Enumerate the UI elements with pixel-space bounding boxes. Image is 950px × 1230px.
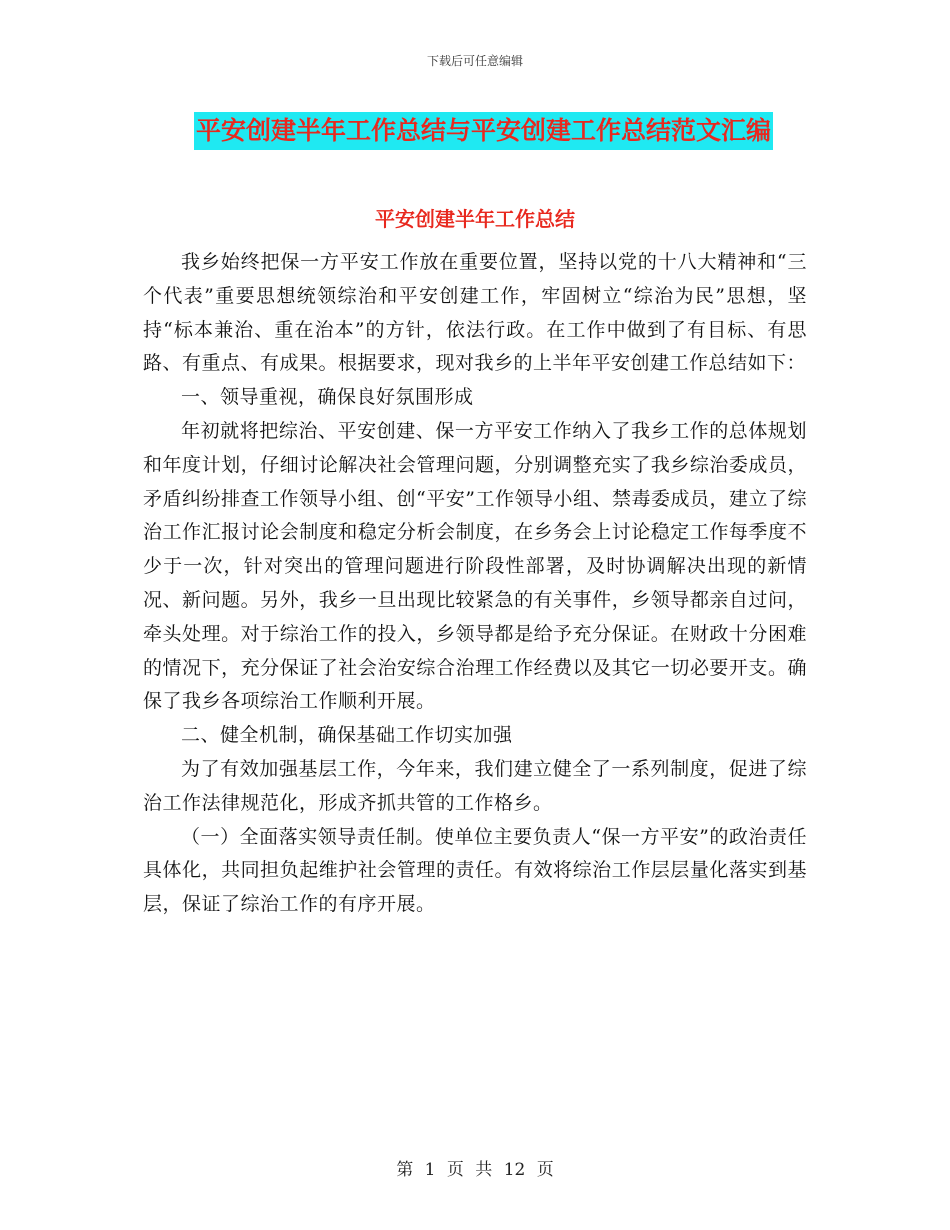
document-sub-title: 平安创建半年工作总结 [375,207,575,231]
paragraph: （一）全面落实领导责任制。使单位主要负责人“保一方平安”的政治责任具体化，共同担负起维护社会管理的责任。有效将综治工作层层量化落实到基层，保证了综治工作的有序开展。 [143,825,807,916]
section-heading: 一、领导重视，确保良好氛围形成 [181,386,474,409]
header-note: 下载后可任意编辑 [426,54,523,68]
document-body [143,246,807,922]
paragraph: 我乡始终把保一方平安工作放在重要位置，坚持以党的十八大精神和“三个代表”重要思想统领综治和平安创建工作，牢固树立“综治为民”思想，坚持“标本兼治、重在治本”的方针，依法行政。在工作中做到了有目标、有思路、有重点、有成果。根据要求，现对我乡的上半年平安创建工作总结如下： [143,251,807,375]
page-number-footer: 第 1 页 共 12 页 [396,1160,554,1180]
paragraph: 年初就将把综治、平安创建、保一方平安工作纳入了我乡工作的总体规划和年度计划，仔细讨论解决社会管理问题，分别调整充实了我乡综治委成员，矛盾纠纷排查工作领导小组、创“平安”工作领导小组、禁毒委成员，建立了综治工作汇报讨论会制度和稳定分析会制度，在乡务会上讨论稳定工作每季度不少于一次，针对突出的管理问题进行阶段性部署，及时协调解决出现的新情况、新问题。另外，我乡一旦出现比较紧急的有关事件，乡领导都亲自过问，牵头处理。对于综治工作的投入，乡领导都是给予充分保证。在财政十分困难的情况下，充分保证了社会治安综合治理工作经费以及其它一切必要开支。确保了我乡各项综治工作顺利开展。 [143,419,807,713]
document-main-title: 平安创建半年工作总结与平安创建工作总结范文汇编 [194,112,773,150]
paragraph: 为了有效加强基层工作，今年来，我们建立健全了一系列制度，促进了综治工作法律规范化，形成齐抓共管的工作格乡。 [143,757,807,814]
section-heading: 二、健全机制，确保基础工作切实加强 [181,724,513,747]
